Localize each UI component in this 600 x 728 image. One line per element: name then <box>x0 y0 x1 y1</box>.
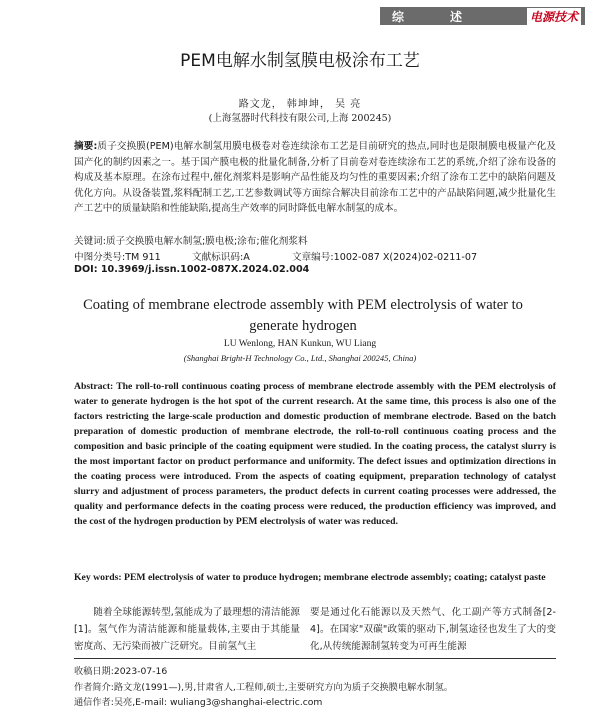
document-code: 文献标识码:A <box>192 252 250 263</box>
doi: DOI: 10.3969/j.issn.1002-087X.2024.02.004 <box>74 264 310 275</box>
english-abstract: Abstract: The roll-to-roll continuous coating process of membrane electrode assembly with the PEM electrolysis of water to generate hydrogen is the hot spot of the current research. At the same time, this process is also one of the factors restricting the large-scale production and domestic production of membrane electrode. Based on the batch preparation of domestic production of membrane electrode, the roll-to-roll continuous coating process and the composition and basic principle of the coating equipment were studied. In the coating process, the catalyst slurry is the most important factor on product performance and uniformity. The defect issues and optimization directions in the coating process were introduced. From the aspects of coating equipment, preparation technology of catalyst slurry and adjustment of process parameters, the product defects in current coating processes were addressed, the quality and performance defects in the coating process were reduced, the production efficiency was improved, and the cost of the hydrogen production by PEM electrolysis of water was reduced. <box>74 381 556 527</box>
chinese-abstract-text: 质子交换膜(PEM)电解水制氢用膜电极卷对卷连续涂布工艺是目前研究的热点,同时也是限制膜电极量产化及国产化的制约因素之一。基于国产膜电极的批量化制备,分析了目前卷对卷连续涂布工艺的系统,介绍了涂布设备的构成及基本原理。在涂布过程中,催化剂浆料是影响产品性能及均匀性的重要因素;介绍了涂布工艺中的缺陷问题及优化方向。从设备装置,浆料配制工艺,工艺参数调试等方面综合解决目前涂布工艺中的产品缺陷问题,减少批量化生产工艺中的质量缺陷和性能缺陷,提高生产效率的同时降低电解水制氢的成本。 <box>74 141 556 215</box>
chinese-title: PEM电解水制氢膜电极涂布工艺 <box>180 51 420 71</box>
chinese-abstract-label: 摘要: <box>74 141 98 152</box>
journal-name: 电源技术 <box>527 8 581 25</box>
english-keywords: Key words: PEM electrolysis of water to produce hydrogen; membrane electrode assembly; coating; catalyst paste <box>74 572 546 583</box>
section-label-2: 述 <box>450 10 463 24</box>
article-number: 文章编号:1002-087 X(2024)02-0211-07 <box>292 252 478 263</box>
chinese-abstract <box>74 139 556 217</box>
chinese-authors: 路文龙， 韩坤坤， 吴 亮 <box>238 99 362 110</box>
body-left-column: 随着全球能源转型,氢能成为了最理想的清洁能源[1]。氢气作为清洁能源和能量载体,主要由于其能量密度高、无污染而被广泛研究。目前氢气主 <box>74 607 300 652</box>
received-date: 收稿日期:2023-07-16 <box>74 666 168 677</box>
journal-header-bar <box>380 7 585 25</box>
author-bio: 作者简介:路文龙(1991—),男,甘肃省人,工程师,硕士,主要研究方向为质子交换膜电解水制氢。 <box>74 681 453 693</box>
section-label-1: 综 <box>392 10 405 24</box>
english-authors: LU Wenlong, HAN Kunkun, WU Liang <box>223 339 377 349</box>
english-title: Coating of membrane electrode assembly with PEM electrolysis of water to generate hydrogen <box>83 297 523 334</box>
body-right-column: 要是通过化石能源以及天然气、化工副产等方式制备[2-4]。在国家"双碳"政策的驱动下,制氢途径也发生了大的变化,从传统能源制氢转变为可再生能源 <box>310 607 556 652</box>
english-affiliation: (Shanghai Bright-H Technology Co., Ltd., Shanghai 200245, China) <box>183 353 417 363</box>
clc-number: 中图分类号:TM 911 <box>74 252 161 263</box>
corresponding-author: 通信作者:吴亮,E-mail: wuliang3@shanghai-electric.com <box>74 697 323 708</box>
chinese-affiliation: (上海氢器时代科技有限公司,上海 200245) <box>208 113 392 124</box>
footnotes <box>74 664 556 711</box>
footnote-divider <box>74 658 556 659</box>
chinese-keywords: 关键词:质子交换膜电解水制氢;膜电极;涂布;催化剂浆料 <box>74 236 308 247</box>
